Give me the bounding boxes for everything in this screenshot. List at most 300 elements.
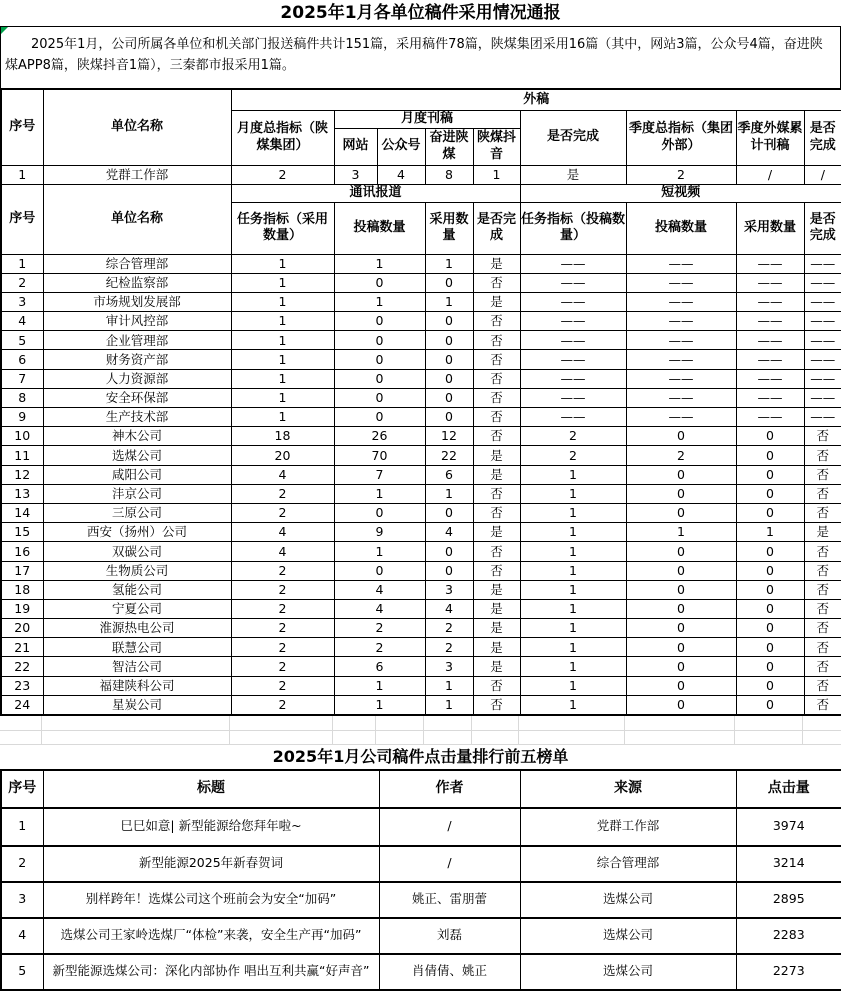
cell-video-submitted: 0 <box>626 484 736 503</box>
cell-unit: 咸阳公司 <box>43 465 231 484</box>
cell-video-submitted: 0 <box>626 599 736 618</box>
cell-unit: 宁夏公司 <box>43 599 231 618</box>
cell-seq: 13 <box>1 484 43 503</box>
cell-video-adopted: 0 <box>736 561 804 580</box>
cell-video-task-target: 1 <box>520 523 626 542</box>
cell-video-done: —— <box>804 273 841 292</box>
cell-comm-adopted: 0 <box>425 561 473 580</box>
cell-video-task-target: 1 <box>520 657 626 676</box>
unit-data-row <box>1 657 841 676</box>
cell-rank: 1 <box>1 808 43 846</box>
cell-comm-submitted: 0 <box>334 331 425 350</box>
cell-rank: 4 <box>1 918 43 954</box>
ranking-row <box>1 846 841 882</box>
cell-comm-adopted: 0 <box>425 331 473 350</box>
cell-comm-done: 否 <box>473 542 520 561</box>
cell-quarterly-external: / <box>736 165 804 184</box>
unit-data-row <box>1 369 841 388</box>
cell-video-done: 否 <box>804 561 841 580</box>
cell-article-title: 新型能源2025年新春贺词 <box>43 846 379 882</box>
cell-clicks: 2273 <box>736 954 841 990</box>
cell-video-done: 否 <box>804 427 841 446</box>
cell-done-2: / <box>804 165 841 184</box>
cell-comm-submitted: 7 <box>334 465 425 484</box>
cell-comm-submitted: 4 <box>334 599 425 618</box>
cell-article-title: 别样跨年！选煤公司这个班前会为安全“加码” <box>43 882 379 918</box>
cell-unit: 选煤公司 <box>43 446 231 465</box>
cell-video-submitted: —— <box>626 273 736 292</box>
cell-comm-task-target: 18 <box>231 427 334 446</box>
unit-data-row <box>1 676 841 695</box>
unit-data-row <box>1 331 841 350</box>
cell-video-done: —— <box>804 331 841 350</box>
cell-rank: 2 <box>1 846 43 882</box>
cell-video-submitted: 0 <box>626 465 736 484</box>
cell-video-task-target: —— <box>520 312 626 331</box>
cell-video-task-target: 1 <box>520 638 626 657</box>
header-comm-group: 通讯报道 <box>231 184 520 202</box>
header-seq: 序号 <box>1 89 43 165</box>
cell-comm-done: 否 <box>473 331 520 350</box>
cell-video-done: 是 <box>804 523 841 542</box>
cell-video-submitted: 0 <box>626 580 736 599</box>
cell-comm-done: 是 <box>473 523 520 542</box>
cell-comm-task-target: 2 <box>231 561 334 580</box>
intro-paragraph-cell <box>0 26 841 88</box>
cell-video-submitted: 0 <box>626 542 736 561</box>
cell-video-task-target: 2 <box>520 427 626 446</box>
cell-video-task-target: —— <box>520 388 626 407</box>
cell-comm-done: 是 <box>473 465 520 484</box>
cell-video-submitted: 0 <box>626 619 736 638</box>
cell-seq: 24 <box>1 695 43 714</box>
cell-seq: 8 <box>1 388 43 407</box>
cell-video-adopted: —— <box>736 254 804 273</box>
cell-video-adopted: 0 <box>736 446 804 465</box>
cell-seq: 11 <box>1 446 43 465</box>
cell-video-submitted: 2 <box>626 446 736 465</box>
cell-comm-submitted: 1 <box>334 695 425 714</box>
cell-unit: 安全环保部 <box>43 388 231 407</box>
cell-comm-adopted: 0 <box>425 350 473 369</box>
cell-author: / <box>379 808 520 846</box>
cell-comm-submitted: 0 <box>334 369 425 388</box>
cell-seq: 1 <box>1 165 43 184</box>
unit-data-row <box>1 273 841 292</box>
cell-comm-done: 否 <box>473 388 520 407</box>
cell-video-adopted: 0 <box>736 619 804 638</box>
unit-data-row <box>1 542 841 561</box>
cell-comm-adopted: 12 <box>425 427 473 446</box>
cell-clicks: 2283 <box>736 918 841 954</box>
cell-video-adopted: 0 <box>736 542 804 561</box>
cell-comm-adopted: 3 <box>425 657 473 676</box>
cell-comm-done: 否 <box>473 369 520 388</box>
cell-comm-done: 否 <box>473 312 520 331</box>
cell-comm-task-target: 2 <box>231 676 334 695</box>
cell-comm-submitted: 6 <box>334 657 425 676</box>
cell-comm-submitted: 2 <box>334 619 425 638</box>
cell-seq: 12 <box>1 465 43 484</box>
unit-data-row <box>1 254 841 273</box>
header-task-submit: 任务指标（投稿数量） <box>520 202 626 254</box>
cell-seq: 16 <box>1 542 43 561</box>
cell-unit: 审计风控部 <box>43 312 231 331</box>
cell-comm-adopted: 1 <box>425 484 473 503</box>
header-douyin: 陕煤抖音 <box>473 128 520 165</box>
header-unit-name: 单位名称 <box>43 89 231 165</box>
cell-comm-submitted: 1 <box>334 292 425 311</box>
header-monthly-target: 月度总指标（陕煤集团） <box>231 110 334 165</box>
cell-comm-done: 否 <box>473 695 520 714</box>
cell-comm-task-target: 1 <box>231 273 334 292</box>
cell-seq: 20 <box>1 619 43 638</box>
cell-source: 党群工作部 <box>520 808 736 846</box>
header-done-4: 是否完成 <box>804 202 841 254</box>
cell-comm-adopted: 4 <box>425 523 473 542</box>
cell-unit: 沣京公司 <box>43 484 231 503</box>
ranking-row <box>1 808 841 846</box>
cell-comm-adopted: 6 <box>425 465 473 484</box>
cell-video-done: —— <box>804 350 841 369</box>
cell-comm-task-target: 1 <box>231 331 334 350</box>
cell-video-submitted: —— <box>626 388 736 407</box>
cell-comm-done: 是 <box>473 292 520 311</box>
sheet-gridlines-gap <box>0 716 841 745</box>
cell-video-adopted: 0 <box>736 599 804 618</box>
cell-video-submitted: 0 <box>626 676 736 695</box>
cell-comm-task-target: 4 <box>231 523 334 542</box>
cell-comm-adopted: 1 <box>425 254 473 273</box>
cell-video-done: 否 <box>804 599 841 618</box>
ranking-row <box>1 954 841 990</box>
cell-video-adopted: 0 <box>736 465 804 484</box>
cell-unit: 联慧公司 <box>43 638 231 657</box>
cell-comm-adopted: 0 <box>425 503 473 522</box>
cell-website: 3 <box>334 165 377 184</box>
cell-video-done: 否 <box>804 638 841 657</box>
header-external-group: 外稿 <box>231 89 841 110</box>
cell-seq: 3 <box>1 292 43 311</box>
cell-comm-done: 是 <box>473 657 520 676</box>
cell-video-adopted: 0 <box>736 657 804 676</box>
cell-seq: 1 <box>1 254 43 273</box>
cell-comm-done: 是 <box>473 254 520 273</box>
cell-unit: 神木公司 <box>43 427 231 446</box>
cell-unit: 市场规划发展部 <box>43 292 231 311</box>
cell-comm-done: 否 <box>473 408 520 427</box>
cell-monthly-target: 2 <box>231 165 334 184</box>
intro-text: 2025年1月，公司所属各单位和机关部门报送稿件共计151篇，采用稿件78篇，陕煤集团采用16篇（其中，网站3篇，公众号4篇，奋进陕煤APP8篇，陕煤抖音1篇），三秦都市报采用1篇。 <box>5 37 823 73</box>
cell-video-done: 否 <box>804 619 841 638</box>
cell-unit: 企业管理部 <box>43 331 231 350</box>
cell-comm-submitted: 1 <box>334 542 425 561</box>
ranking-header-title: 标题 <box>43 770 379 808</box>
header-unit-name-2: 单位名称 <box>43 184 231 254</box>
cell-comm-adopted: 1 <box>425 695 473 714</box>
cell-comm-adopted: 2 <box>425 619 473 638</box>
cell-unit: 三原公司 <box>43 503 231 522</box>
ranking-title: 2025年1月公司稿件点击量排行前五榜单 <box>272 746 569 766</box>
cell-comm-task-target: 2 <box>231 657 334 676</box>
cell-seq: 22 <box>1 657 43 676</box>
cell-clicks: 2895 <box>736 882 841 918</box>
cell-video-submitted: —— <box>626 331 736 350</box>
cell-done: 是 <box>520 165 626 184</box>
cell-video-done: 否 <box>804 503 841 522</box>
cell-seq: 19 <box>1 599 43 618</box>
cell-comm-submitted: 2 <box>334 638 425 657</box>
cell-video-done: 否 <box>804 657 841 676</box>
header-adopted-2: 采用数量 <box>736 202 804 254</box>
header-done: 是否完成 <box>520 110 626 165</box>
cell-wechat: 4 <box>377 165 425 184</box>
cell-comm-task-target: 1 <box>231 369 334 388</box>
cell-comm-submitted: 0 <box>334 408 425 427</box>
cell-comm-adopted: 4 <box>425 599 473 618</box>
cell-video-submitted: —— <box>626 312 736 331</box>
cell-comm-done: 是 <box>473 446 520 465</box>
cell-video-adopted: 0 <box>736 580 804 599</box>
unit-data-row <box>1 580 841 599</box>
cell-comm-task-target: 2 <box>231 484 334 503</box>
cell-comm-submitted: 0 <box>334 273 425 292</box>
cell-comm-adopted: 0 <box>425 408 473 427</box>
header-done-2: 是否完成 <box>804 110 841 165</box>
cell-comm-task-target: 2 <box>231 580 334 599</box>
unit-data-row <box>1 599 841 618</box>
cell-seq: 23 <box>1 676 43 695</box>
cell-clicks: 3214 <box>736 846 841 882</box>
ranking-header-row <box>1 770 841 808</box>
cell-video-submitted: 1 <box>626 523 736 542</box>
cell-comm-adopted: 1 <box>425 292 473 311</box>
cell-unit: 西安（扬州）公司 <box>43 523 231 542</box>
cell-unit: 福建陕科公司 <box>43 676 231 695</box>
submission-stats-table <box>0 88 841 716</box>
cell-video-done: 否 <box>804 465 841 484</box>
cell-app: 8 <box>425 165 473 184</box>
cell-comm-task-target: 2 <box>231 503 334 522</box>
cell-comm-task-target: 20 <box>231 446 334 465</box>
cell-source: 选煤公司 <box>520 918 736 954</box>
cell-video-adopted: 0 <box>736 427 804 446</box>
cell-comm-adopted: 0 <box>425 273 473 292</box>
cell-video-adopted: 0 <box>736 676 804 695</box>
cell-comm-submitted: 0 <box>334 503 425 522</box>
cell-video-task-target: —— <box>520 350 626 369</box>
cell-article-title: 选煤公司王家岭选煤厂“体检”来袭，安全生产再“加码” <box>43 918 379 954</box>
unit-data-row <box>1 484 841 503</box>
cell-comm-submitted: 0 <box>334 388 425 407</box>
header-row-external <box>1 89 841 110</box>
unit-data-row <box>1 561 841 580</box>
cell-video-task-target: 1 <box>520 484 626 503</box>
header-submissions: 投稿数量 <box>334 202 425 254</box>
cell-unit: 党群工作部 <box>43 165 231 184</box>
cell-comm-task-target: 1 <box>231 292 334 311</box>
cell-author: 姚正、雷朋蕾 <box>379 882 520 918</box>
cell-video-adopted: 0 <box>736 695 804 714</box>
cell-video-task-target: —— <box>520 254 626 273</box>
cell-unit: 智洁公司 <box>43 657 231 676</box>
header-row-comm-video <box>1 184 841 202</box>
ranking-row <box>1 918 841 954</box>
ranking-header-author: 作者 <box>379 770 520 808</box>
cell-unit: 淮源热电公司 <box>43 619 231 638</box>
ranking-header-seq: 序号 <box>1 770 43 808</box>
ranking-header-clicks: 点击量 <box>736 770 841 808</box>
cell-comm-adopted: 0 <box>425 388 473 407</box>
cell-comm-task-target: 4 <box>231 465 334 484</box>
cell-comm-task-target: 1 <box>231 388 334 407</box>
cell-comm-submitted: 1 <box>334 676 425 695</box>
cell-comm-submitted: 9 <box>334 523 425 542</box>
cell-video-done: —— <box>804 312 841 331</box>
cell-comm-task-target: 1 <box>231 408 334 427</box>
unit-data-row <box>1 465 841 484</box>
cell-comm-task-target: 1 <box>231 254 334 273</box>
cell-comm-done: 否 <box>473 676 520 695</box>
cell-comm-submitted: 0 <box>334 350 425 369</box>
header-video-group: 短视频 <box>520 184 841 202</box>
cell-seq: 10 <box>1 427 43 446</box>
cell-source: 选煤公司 <box>520 882 736 918</box>
cell-seq: 9 <box>1 408 43 427</box>
cell-comm-adopted: 0 <box>425 542 473 561</box>
unit-data-row <box>1 523 841 542</box>
cell-video-done: —— <box>804 408 841 427</box>
cell-comm-done: 否 <box>473 503 520 522</box>
cell-video-task-target: 1 <box>520 619 626 638</box>
cell-comm-submitted: 0 <box>334 561 425 580</box>
cell-comm-submitted: 1 <box>334 254 425 273</box>
header-app: 奋进陕煤 <box>425 128 473 165</box>
cell-video-adopted: —— <box>736 388 804 407</box>
cell-video-task-target: —— <box>520 331 626 350</box>
cell-video-adopted: —— <box>736 312 804 331</box>
unit-data-row <box>1 638 841 657</box>
cell-comm-adopted: 0 <box>425 369 473 388</box>
cell-video-submitted: 0 <box>626 427 736 446</box>
cell-comm-adopted: 22 <box>425 446 473 465</box>
unit-data-row <box>1 350 841 369</box>
cell-article-title: 巳巳如意| 新型能源给您拜年啦~ <box>43 808 379 846</box>
cell-comm-task-target: 2 <box>231 619 334 638</box>
cell-video-done: 否 <box>804 446 841 465</box>
cell-video-submitted: 0 <box>626 561 736 580</box>
cell-comm-submitted: 26 <box>334 427 425 446</box>
cell-comm-submitted: 4 <box>334 580 425 599</box>
cell-comm-done: 是 <box>473 619 520 638</box>
header-monthly-published: 月度刊稿 <box>334 110 520 128</box>
cell-seq: 14 <box>1 503 43 522</box>
cell-comm-task-target: 2 <box>231 695 334 714</box>
cell-seq: 18 <box>1 580 43 599</box>
unit-data-row <box>1 312 841 331</box>
cell-source: 综合管理部 <box>520 846 736 882</box>
cell-quarterly-target: 2 <box>626 165 736 184</box>
cell-video-task-target: —— <box>520 273 626 292</box>
cell-seq: 7 <box>1 369 43 388</box>
cell-video-task-target: 1 <box>520 561 626 580</box>
cell-unit: 纪检监察部 <box>43 273 231 292</box>
cell-seq: 2 <box>1 273 43 292</box>
cell-seq: 6 <box>1 350 43 369</box>
cell-video-done: —— <box>804 254 841 273</box>
cell-comm-done: 否 <box>473 561 520 580</box>
header-quarterly-external: 季度外媒累计刊稿 <box>736 110 804 165</box>
cell-video-submitted: —— <box>626 292 736 311</box>
cell-comm-done: 否 <box>473 350 520 369</box>
cell-video-submitted: —— <box>626 350 736 369</box>
cell-comm-submitted: 0 <box>334 312 425 331</box>
cell-video-adopted: —— <box>736 369 804 388</box>
cell-video-submitted: 0 <box>626 695 736 714</box>
cell-video-task-target: —— <box>520 369 626 388</box>
cell-video-adopted: 0 <box>736 503 804 522</box>
cell-author: / <box>379 846 520 882</box>
header-task-adopt: 任务指标（采用数量） <box>231 202 334 254</box>
header-done-3: 是否完成 <box>473 202 520 254</box>
unit-data-row <box>1 408 841 427</box>
cell-seq: 5 <box>1 331 43 350</box>
cell-video-task-target: 1 <box>520 542 626 561</box>
cell-seq: 17 <box>1 561 43 580</box>
ranking-table <box>0 769 841 991</box>
cell-video-task-target: 1 <box>520 580 626 599</box>
unit-data-row <box>1 695 841 714</box>
cell-error-indicator-icon <box>1 27 8 34</box>
cell-video-task-target: 1 <box>520 503 626 522</box>
cell-comm-adopted: 1 <box>425 676 473 695</box>
cell-video-adopted: 0 <box>736 638 804 657</box>
cell-video-submitted: —— <box>626 369 736 388</box>
cell-unit: 星炭公司 <box>43 695 231 714</box>
cell-comm-done: 否 <box>473 273 520 292</box>
external-data-row <box>1 165 841 184</box>
unit-data-row <box>1 292 841 311</box>
cell-clicks: 3974 <box>736 808 841 846</box>
cell-video-task-target: 1 <box>520 695 626 714</box>
cell-comm-submitted: 70 <box>334 446 425 465</box>
cell-video-task-target: —— <box>520 408 626 427</box>
cell-video-submitted: —— <box>626 254 736 273</box>
cell-comm-done: 是 <box>473 638 520 657</box>
cell-unit: 生物质公司 <box>43 561 231 580</box>
cell-video-adopted: 1 <box>736 523 804 542</box>
cell-seq: 4 <box>1 312 43 331</box>
unit-data-row <box>1 388 841 407</box>
cell-video-submitted: —— <box>626 408 736 427</box>
unit-data-row <box>1 503 841 522</box>
cell-comm-done: 是 <box>473 580 520 599</box>
cell-comm-task-target: 1 <box>231 350 334 369</box>
unit-data-row <box>1 427 841 446</box>
report-title: 2025年1月各单位稿件采用情况通报 <box>280 3 561 23</box>
cell-video-task-target: —— <box>520 292 626 311</box>
cell-author: 肖倩倩、姚正 <box>379 954 520 990</box>
cell-video-done: 否 <box>804 542 841 561</box>
cell-rank: 3 <box>1 882 43 918</box>
cell-unit: 财务资产部 <box>43 350 231 369</box>
cell-video-task-target: 1 <box>520 599 626 618</box>
cell-unit: 氢能公司 <box>43 580 231 599</box>
unit-data-row <box>1 446 841 465</box>
cell-source: 选煤公司 <box>520 954 736 990</box>
cell-video-submitted: 0 <box>626 503 736 522</box>
cell-comm-done: 否 <box>473 427 520 446</box>
